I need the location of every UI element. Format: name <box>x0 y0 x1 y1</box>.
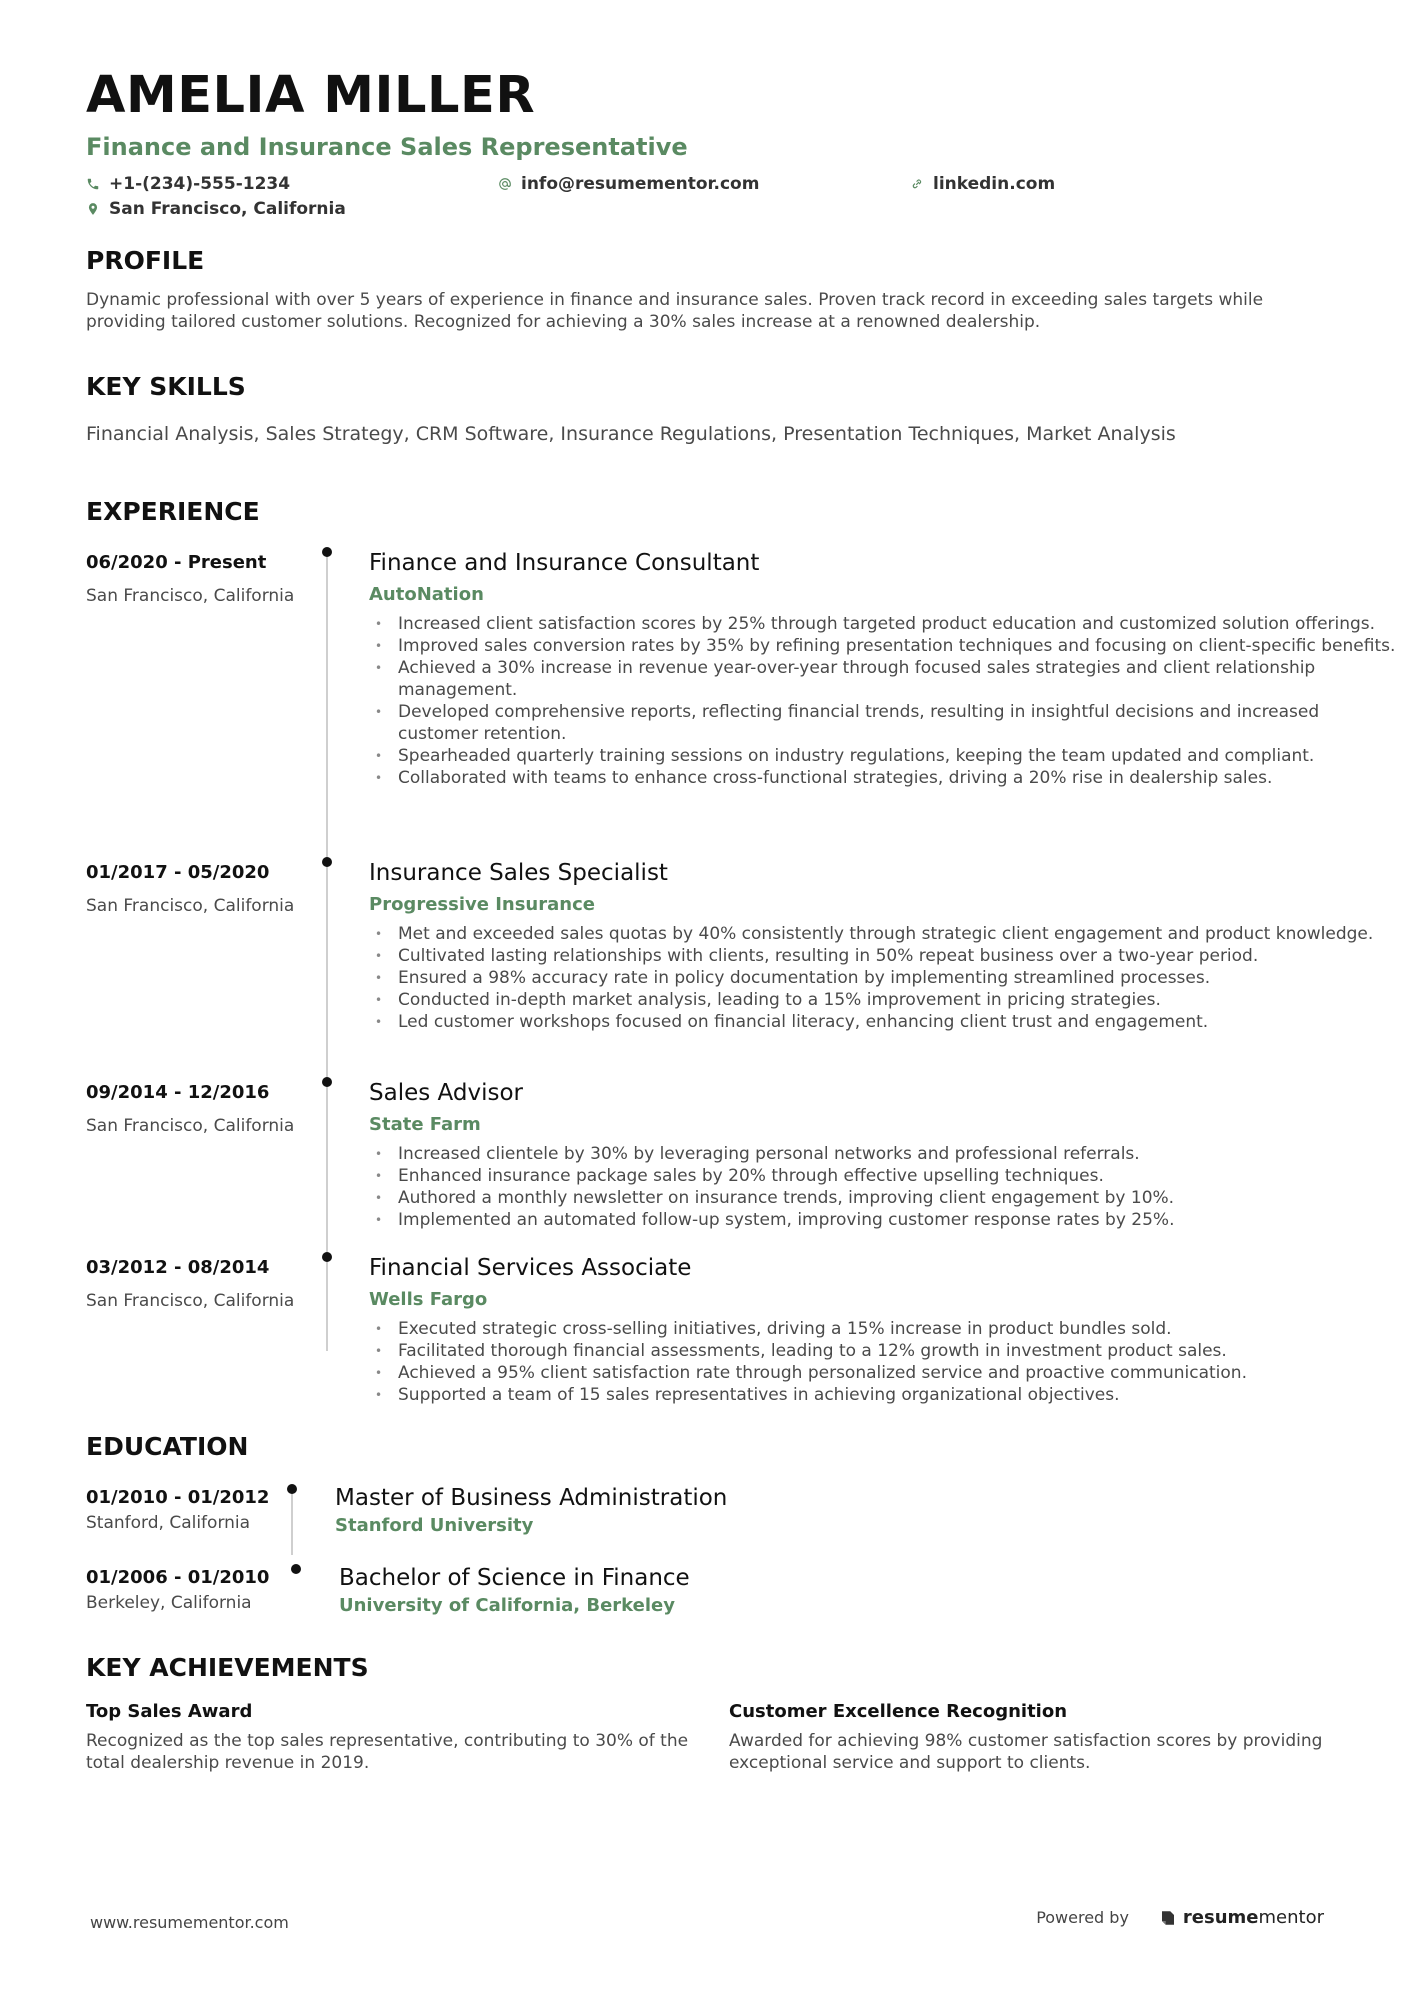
job-location: San Francisco, California <box>86 586 295 606</box>
achievement-item <box>729 1701 1339 1774</box>
timeline-dot <box>322 857 332 867</box>
contact-linkedin[interactable] <box>910 174 1322 194</box>
link-icon <box>910 177 924 191</box>
education-location: Berkeley, California <box>86 1593 252 1613</box>
achievements-section <box>86 1653 1326 1773</box>
job-title: Financial Services Associate <box>369 1255 692 1281</box>
timeline-dot <box>322 547 332 557</box>
job-bullets <box>369 613 1409 789</box>
header <box>86 66 1326 221</box>
job-company: Progressive Insurance <box>369 894 595 915</box>
achievement-text: Recognized as the top sales representative, contributing to 30% of the total dealership revenue in 2019. <box>86 1731 689 1773</box>
brand-logo-icon <box>1159 1909 1177 1927</box>
job-location: San Francisco, California <box>86 1116 295 1136</box>
location-pin-icon <box>86 202 100 216</box>
experience-section <box>86 497 1396 1405</box>
email-text[interactable]: info@resumementor.com <box>521 173 760 194</box>
job-bullets <box>369 1318 1409 1406</box>
profile-section <box>86 246 1326 333</box>
achievements-heading: KEY ACHIEVEMENTS <box>86 1653 369 1682</box>
job-company: AutoNation <box>369 584 484 605</box>
job-bullet: • Achieved a 30% increase in revenue year-over-year through focused sales strategies and client relationship management. <box>369 657 1398 701</box>
linkedin-text[interactable]: linkedin.com <box>933 173 1056 194</box>
timeline-dot <box>322 1252 332 1262</box>
brand-name-part-2: mentor <box>1258 1907 1324 1928</box>
profile-heading: PROFILE <box>86 246 205 275</box>
job-bullet: • Enhanced insurance package sales by 20% through effective upselling techniques. <box>369 1165 1398 1187</box>
experience-heading: EXPERIENCE <box>86 497 260 526</box>
footer-website[interactable]: www.resumementor.com <box>90 1913 289 1932</box>
job-dates: 03/2012 - 08/2014 <box>86 1257 270 1278</box>
skills-heading: KEY SKILLS <box>86 372 246 401</box>
education-degree: Bachelor of Science in Finance <box>339 1565 690 1591</box>
education-timeline <box>291 1487 293 1555</box>
job-bullet: • Developed comprehensive reports, reflecting financial trends, resulting in insightful decisions and increased customer retention. <box>369 701 1398 745</box>
location-text: San Francisco, California <box>109 198 346 219</box>
brand-logo[interactable] <box>1159 1907 1324 1928</box>
job-dates: 01/2017 - 05/2020 <box>86 862 270 883</box>
job-bullet: • Collaborated with teams to enhance cross-functional strategies, driving a 20% rise in dealership sales. <box>369 767 1398 789</box>
job-bullet: • Met and exceeded sales quotas by 40% consistently through strategic client engagement and product knowledge. <box>369 923 1398 945</box>
skills-text: Financial Analysis, Sales Strategy, CRM Software, Insurance Regulations, Presentation Techniques, Market Analysis <box>86 423 1176 445</box>
education-degree: Master of Business Administration <box>335 1485 728 1511</box>
contact-location <box>86 199 498 219</box>
education-heading: EDUCATION <box>86 1432 249 1461</box>
achievement-text: Awarded for achieving 98% customer satisfaction scores by providing exceptional service and support to clients. <box>729 1731 1323 1773</box>
phone-icon <box>86 177 100 191</box>
job-company: State Farm <box>369 1114 481 1135</box>
job-bullet: • Facilitated thorough financial assessments, leading to a 12% growth in investment product sales. <box>369 1340 1398 1362</box>
job-location: San Francisco, California <box>86 896 295 916</box>
skills-section <box>86 372 1326 445</box>
education-school: University of California, Berkeley <box>339 1595 675 1616</box>
resume-page <box>86 66 1396 1773</box>
timeline-dot <box>287 1484 297 1494</box>
footer-branding <box>1036 1907 1324 1928</box>
education-location: Stanford, California <box>86 1513 251 1533</box>
job-bullet: • Executed strategic cross-selling initiatives, driving a 15% increase in product bundles sold. <box>369 1318 1398 1340</box>
at-icon <box>498 177 512 191</box>
powered-by-text: Powered by <box>1036 1908 1129 1927</box>
job-bullet: • Led customer workshops focused on financial literacy, enhancing client trust and engagement. <box>369 1011 1398 1033</box>
timeline-dot <box>291 1564 301 1574</box>
job-dates: 09/2014 - 12/2016 <box>86 1082 270 1103</box>
job-bullet: • Increased client satisfaction scores by 25% through targeted product education and customized solution offerings. <box>369 613 1398 635</box>
job-bullet: • Improved sales conversion rates by 35% by refining presentation techniques and focusing on client-specific benefits. <box>369 635 1398 657</box>
job-title: Finance and Insurance Consultant <box>369 550 760 576</box>
job-title: Sales Advisor <box>369 1080 523 1106</box>
achievement-item <box>86 1701 696 1774</box>
job-bullet: • Cultivated lasting relationships with clients, resulting in 50% repeat business over a two-year period. <box>369 945 1398 967</box>
experience-timeline <box>326 549 328 1351</box>
contact-phone <box>86 174 498 194</box>
job-bullet: • Achieved a 95% client satisfaction rate through personalized service and proactive communication. <box>369 1362 1398 1384</box>
job-bullets <box>369 923 1409 1033</box>
phone-text: +1-(234)-555-1234 <box>109 173 291 194</box>
job-bullet: • Ensured a 98% accuracy rate in policy documentation by implementing streamlined processes. <box>369 967 1398 989</box>
job-title: Insurance Sales Specialist <box>369 860 668 886</box>
contact-email[interactable] <box>498 174 910 194</box>
candidate-title: Finance and Insurance Sales Representative <box>86 133 688 161</box>
education-dates: 01/2010 - 01/2012 <box>86 1487 270 1508</box>
job-location: San Francisco, California <box>86 1291 295 1311</box>
contact-info <box>86 171 1326 221</box>
job-company: Wells Fargo <box>369 1289 488 1310</box>
job-bullet: • Implemented an automated follow-up system, improving customer response rates by 25%. <box>369 1209 1398 1231</box>
job-bullet: • Authored a monthly newsletter on insurance trends, improving client engagement by 10%. <box>369 1187 1398 1209</box>
education-dates: 01/2006 - 01/2010 <box>86 1567 270 1588</box>
profile-text: Dynamic professional with over 5 years of experience in finance and insurance sales. Proven track record in exceeding sales targets while providing tailored customer solutions. Recognized for achieving a 30% sales increase at a renowned dealership. <box>86 290 1264 332</box>
job-bullet: • Spearheaded quarterly training sessions on industry regulations, keeping the team updated and compliant. <box>369 745 1398 767</box>
timeline-dot <box>322 1077 332 1087</box>
achievement-title: Top Sales Award <box>86 1701 253 1722</box>
job-dates: 06/2020 - Present <box>86 552 267 573</box>
job-bullet: • Conducted in-depth market analysis, leading to a 15% improvement in pricing strategies. <box>369 989 1398 1011</box>
job-bullets <box>369 1143 1409 1231</box>
job-bullet: • Supported a team of 15 sales representatives in achieving organizational objectives. <box>369 1384 1398 1406</box>
candidate-name: AMELIA MILLER <box>86 66 536 125</box>
education-school: Stanford University <box>335 1515 534 1536</box>
brand-name-part-1: resume <box>1182 1907 1259 1928</box>
job-bullet: • Increased clientele by 30% by leveraging personal networks and professional referrals. <box>369 1143 1398 1165</box>
education-section <box>86 1432 1326 1616</box>
achievement-title: Customer Excellence Recognition <box>729 1701 1068 1722</box>
